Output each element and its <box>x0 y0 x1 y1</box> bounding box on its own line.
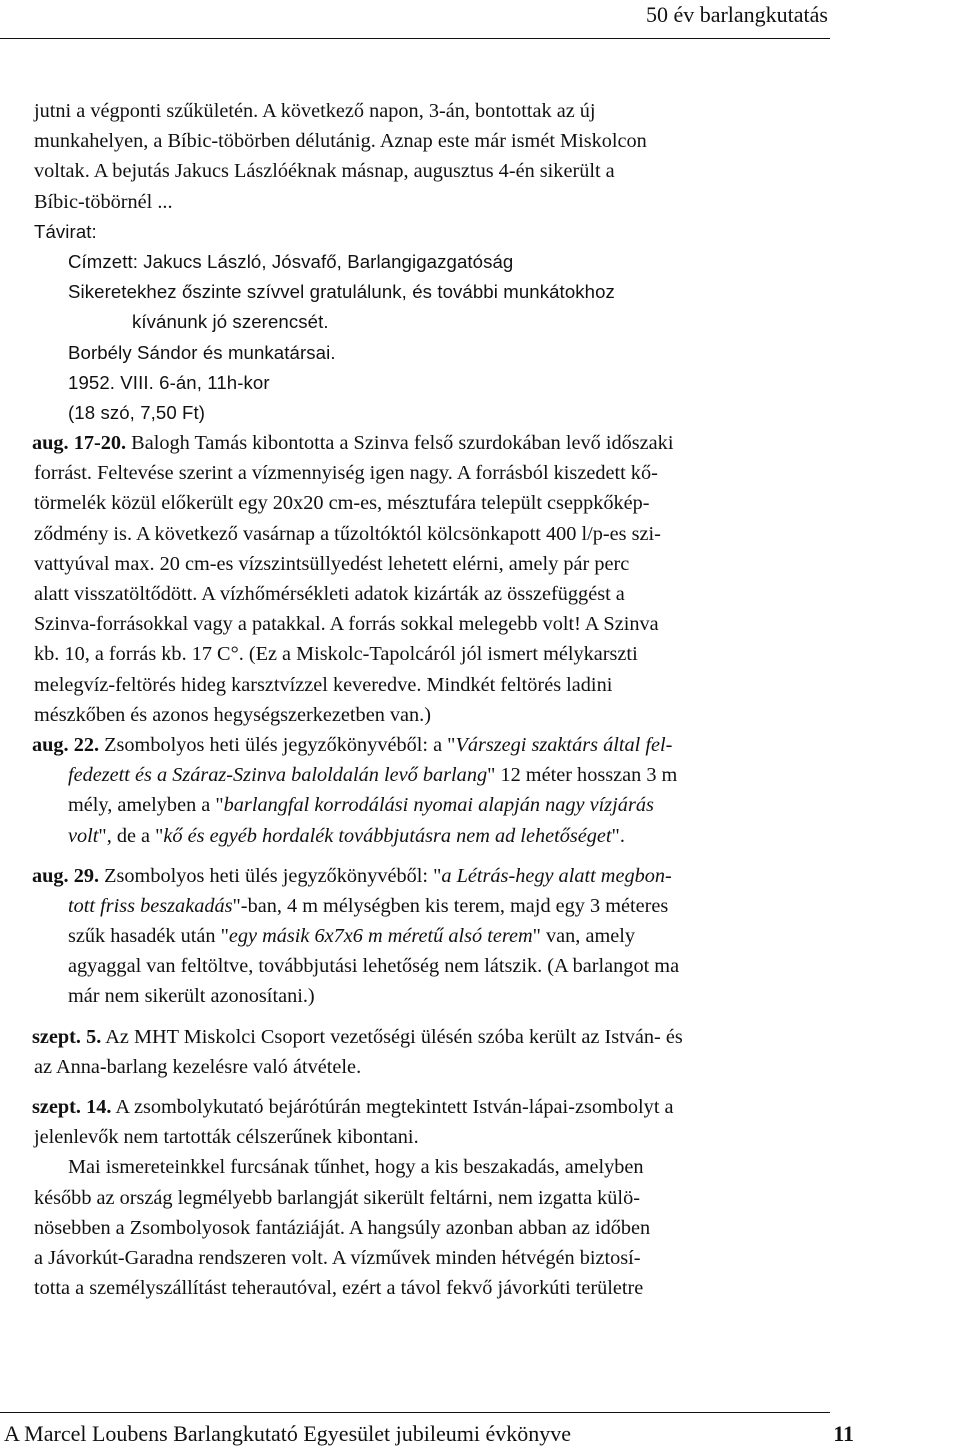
telegram-line: kívánunk jó szerencsét. <box>132 311 329 333</box>
entry-date: szept. 14. <box>32 1096 112 1118</box>
text-line: Bíbic-töbörnél ... <box>34 190 173 213</box>
entry-line: szept. 5. Az MHT Miskolci Csoport vezetőségi ülésén szóba került az István- és <box>32 1025 683 1048</box>
text-line: ződmény is. A következő vasárnap a tűzoltóktól kölcsönkapott 400 l/p-es szi- <box>34 522 661 545</box>
text-line: a Jávorkút-Garadna rendszeren volt. A vízművek minden hétvégén biztosí- <box>34 1246 641 1269</box>
body-text <box>34 96 824 1303</box>
text-line: agyaggal van feltöltve, továbbjutási lehetőség nem látszik. (A barlangot ma <box>68 955 680 978</box>
text-line: jutni a végponti szűkületén. A következő napon, 3-án, bontottak az új <box>34 100 596 122</box>
entry-line: szept. 14. A zsombolykutató bejárótúrán megtekintett István-lápai-zsombolyt a <box>32 1096 674 1118</box>
telegram-line: Sikeretekhez őszinte szívvel gratulálunk, és további munkátokhoz <box>68 281 615 303</box>
page-number: 11 <box>833 1421 854 1446</box>
text-line: nösebben a Zsombolyosok fantáziáját. A hangsúly azonban abban az időben <box>34 1216 651 1239</box>
text-line: már nem sikerült azonosítani.) <box>68 985 315 1008</box>
text-line: Szinva-forrásokkal vagy a patakkal. A forrás sokkal melegebb volt! A Szinva <box>34 613 659 636</box>
entry-line: aug. 22. Zsombolyos heti ülés jegyzőkönyvéből: a "Várszegi szaktárs által fel- <box>32 733 673 756</box>
text-line: voltak. A bejutás Jakucs Lászlóéknak másnap, augusztus 4-én sikerült a <box>34 160 615 183</box>
telegram-label: Távirat: <box>34 220 97 242</box>
header-title: 50 év barlangkutatás <box>645 2 828 27</box>
running-footer <box>0 1408 960 1450</box>
text-line: totta a személyszállítást teherautóval, ezért a távol fekvő jávorkúti területre <box>34 1277 644 1300</box>
telegram-line: Borbély Sándor és munkatársai. <box>68 341 336 363</box>
paragraph-first-line: Mai ismereteinkkel furcsának tűnhet, hogy a kis beszakadás, amelyben <box>68 1156 644 1179</box>
text-line: munkahelyen, a Bíbic-töbörben délutánig. Aznap este már ismét Miskolcon <box>34 130 647 153</box>
telegram-line: 1952. VIII. 6-án, 11h-kor <box>68 371 270 393</box>
entry-date: aug. 17-20. <box>32 432 127 455</box>
entry-date: szept. 5. <box>32 1025 102 1048</box>
text-line: volt", de a "kő és egyéb hordalék továbbjutásra nem ad lehetőséget". <box>68 824 625 847</box>
text-line: később az ország legmélyebb barlangját sikerült feltárni, nem izgatta külö- <box>34 1186 640 1209</box>
text-line: mészkőben és azonos hegységszerkezetben van.) <box>34 703 432 726</box>
text-line: mély, amelyben a "barlangfal korrodálási nyomai alapján nagy vízjárás <box>68 794 654 817</box>
text-line: vattyúval max. 20 cm-es vízszintsüllyedést lehetett elérni, amely pár perc <box>34 552 630 575</box>
header-rule <box>0 38 830 39</box>
telegram-line: Címzett: Jakucs László, Jósvafő, Barlangigazgatóság <box>68 250 514 272</box>
text-line: jelenlevők nem tartották célszerűnek kibontani. <box>34 1126 419 1149</box>
entry-line: aug. 29. Zsombolyos heti ülés jegyzőkönyvéből: "a Létrás-hegy alatt megbon- <box>32 864 672 887</box>
text-line: az Anna-barlang kezelésre való átvétele. <box>34 1055 362 1078</box>
text-line: tott friss beszakadás"-ban, 4 m mélységben kis terem, majd egy 3 méteres <box>68 894 669 917</box>
text-line: alatt visszatöltődött. A vízhőmérsékleti adatok kizárták az összefüggést a <box>34 583 625 605</box>
footer-rule <box>0 1412 830 1413</box>
entry-date: aug. 22. <box>32 733 100 756</box>
entry-line: aug. 17-20. Balogh Tamás kibontotta a Szinva felső szurdokában levő időszaki <box>32 432 674 455</box>
text-line: fedezett és a Száraz-Szinva baloldalán levő barlang" 12 méter hosszan 3 m <box>68 764 678 787</box>
text-line: törmelék közül előkerült egy 20x20 cm-es, mésztufára települt cseppkőkép- <box>34 492 650 515</box>
footer-title: A Marcel Loubens Barlangkutató Egyesület jubileumi évkönyve <box>4 1421 571 1446</box>
text-line: szűk hasadék után "egy másik 6x7x6 m méretű alsó terem" van, amely <box>68 925 635 948</box>
text-line: kb. 10, a forrás kb. 17 C°. (Ez a Miskolc-Tapolcáról jól ismert mélykarszti <box>34 643 638 666</box>
telegram-line: (18 szó, 7,50 Ft) <box>68 401 206 423</box>
entry-date: aug. 29. <box>32 864 100 887</box>
text-line: melegvíz-feltörés hideg karsztvízzel keveredve. Mindkét feltörés ladini <box>34 673 613 696</box>
running-header <box>0 0 960 40</box>
text-line: forrást. Feltevése szerint a vízmennyiség igen nagy. A forrásból kiszedett kő- <box>34 462 658 485</box>
